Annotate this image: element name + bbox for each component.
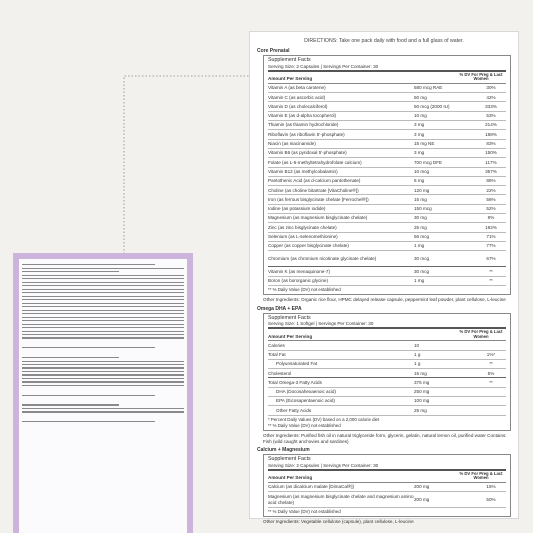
serving-size: Serving Size: 1 Softgel | Servings Per Container: 30: [268, 321, 506, 330]
nutrient-amount: 250 mg: [414, 389, 430, 395]
nutrient-row: [268, 388, 506, 397]
nutrient-row: [268, 168, 506, 177]
nutrient-name: Vitamin B6 (as pyridoxal 5'-phosphate): [268, 150, 347, 156]
daily-value-header: % DV For Preg & Lact Women: [459, 471, 503, 481]
nutrient-dv: 77%: [486, 243, 496, 249]
nutrient-row: [268, 369, 506, 378]
thumbnail-text-line: [22, 317, 184, 318]
other-ingredients: Other Ingredients: Vegetable cellulose (capsule), plant cellulose, L-leucine: [263, 519, 414, 525]
nutrient-name: Zinc (as zinc bisglycinate chelate): [268, 224, 337, 230]
nutrient-name: Vitamin D (as cholecalciferol): [268, 103, 328, 109]
nutrient-amount: 120 mg: [414, 187, 430, 193]
serving-size: Serving Size: 2 Capsules | Servings Per Container: 30: [268, 463, 506, 472]
nutrient-row: [268, 492, 506, 508]
nutrient-name: Other Fatty Acids: [276, 407, 312, 413]
nutrient-name: Polyunsaturated Fat: [276, 361, 318, 367]
nutrient-amount: 100 mg: [414, 398, 430, 404]
thumbnail-text-line: [22, 313, 184, 314]
nutrient-row: [268, 360, 506, 369]
nutrient-amount: 150 mcg: [414, 206, 432, 212]
nutrient-name: Folate (as L-5-methyltetrahydrofolate calcium): [268, 159, 362, 165]
facts-title: Supplement Facts: [268, 57, 311, 64]
nutrient-amount: 700 mcg DFE: [414, 159, 443, 165]
nutrient-name: Vitamin A (as beta carotene): [268, 85, 326, 91]
section-title: Omega DHA + EPA: [257, 305, 302, 312]
footnote: ** % Daily Value (DV) not established: [268, 422, 341, 428]
nutrient-name: Choline (as choline bitartrate [VitaCholine®]): [268, 187, 359, 193]
thumbnail-text-line: [22, 385, 184, 386]
nutrient-dv: 192%: [485, 224, 497, 230]
nutrient-amount: 56 mcg: [414, 234, 430, 240]
thumbnail-text-line: [22, 268, 184, 269]
nutrient-amount: 50 mg: [414, 94, 427, 100]
nutrient-dv: 22%: [486, 187, 496, 193]
nutrient-row: [268, 378, 506, 387]
nutrient-amount: 3 mg: [414, 122, 425, 128]
nutrient-amount: 3 mg: [414, 150, 425, 156]
nutrient-dv: 117%: [485, 159, 497, 165]
nutrient-dv: **: [489, 361, 493, 367]
nutrient-name: Magnesium (as magnesium bisglycinate chelate and magnesium amino acid chelate): [268, 494, 414, 505]
directions-text: DIRECTIONS: Take one pack daily with food and a full glass of water.: [304, 38, 464, 44]
nutrient-dv: **: [489, 268, 493, 274]
nutrient-dv: 30%: [486, 85, 496, 91]
nutrient-amount: 200 mg: [414, 484, 430, 490]
footnote: ** % Daily Value (DV) not established: [268, 286, 341, 292]
thumbnail-text-line: [22, 404, 119, 405]
nutrient-dv: 150%: [485, 150, 497, 156]
nutrient-dv: 86%: [486, 178, 496, 184]
thumbnail-gap: [22, 341, 184, 345]
nutrient-row: [268, 242, 506, 251]
thumbnail-text-line: [22, 411, 184, 412]
nutrient-dv: **: [489, 277, 493, 283]
nutrient-dv: 214%: [485, 122, 497, 128]
nutrient-dv: 53%: [486, 113, 496, 119]
other-ingredients: Other Ingredients: Organic rice flour, HPMC delayed release capsule, peppermint leaf powder, plant cellulose, L-leucine: [263, 297, 506, 303]
nutrient-name: Chromium (as chromium nicotinate glycinate chelate): [268, 255, 377, 261]
thumbnail-text-line: [22, 357, 119, 358]
thumbnail-text-line: [22, 378, 184, 379]
nutrient-amount: 6 mg: [414, 178, 425, 184]
nutrient-name: Thiamin (as thiamin hydrochloride): [268, 122, 339, 128]
thumbnail-text-line: [22, 282, 184, 283]
thumbnail-text-line: [22, 320, 184, 321]
nutrient-dv: 52%: [486, 206, 496, 212]
nutrient-amount: 375 mg: [414, 379, 430, 385]
section-title: Core Prenatal: [257, 48, 290, 55]
nutrient-row: [268, 121, 506, 130]
nutrient-amount: 25 mg: [414, 407, 427, 413]
facts-title: Supplement Facts: [268, 314, 311, 321]
thumbnail-text-line: [22, 306, 184, 307]
nutrient-amount: 1 g: [414, 361, 421, 367]
thumbnail-text-line: [22, 310, 184, 311]
footnote: * Percent Daily Values (DV) based on a 2,000 calorie diet: [268, 416, 380, 422]
nutrient-dv: 67%: [486, 255, 496, 261]
thumbnail-text-line: [22, 371, 184, 372]
nutrient-amount: 15 mg NE: [414, 141, 435, 147]
nutrient-amount: 30 mcg: [414, 268, 430, 274]
nutrient-amount: 1 g: [414, 351, 421, 357]
thumbnail-text-line: [22, 408, 184, 409]
nutrient-row: [268, 186, 506, 195]
nutrient-dv: **: [489, 379, 493, 385]
nutrient-name: Total Omega-3 Fatty Acids: [268, 379, 322, 385]
thumbnail-gap: [22, 398, 184, 402]
nutrient-row: [268, 140, 506, 149]
nutrient-name: Magnesium (as magnesium bisglycinate chelate): [268, 215, 368, 221]
nutrient-amount: 10: [414, 342, 420, 348]
thumbnail-text-line: [22, 327, 184, 328]
thumbnail-text-line: [22, 289, 184, 290]
nutrient-row: [268, 351, 506, 360]
nutrient-amount: 15 mg: [414, 370, 427, 376]
supplement-facts-box: [263, 55, 511, 295]
nutrient-name: Calories: [268, 342, 285, 348]
nutrient-amount: 30 mcg: [414, 255, 430, 261]
nutrient-name: Vitamin K (as menaquinone-7): [268, 268, 330, 274]
nutrient-name: Vitamin B12 (as methylcobalamin): [268, 168, 338, 174]
nutrient-row: [268, 223, 506, 232]
nutrient-row: [268, 233, 506, 242]
facts-header: [268, 73, 506, 84]
thumbnail-text-line: [22, 275, 184, 276]
nutrient-name: Vitamin C (as ascorbic acid): [268, 94, 326, 100]
thumbnail-text-line: [22, 421, 155, 422]
supplement-facts-box: [263, 313, 511, 432]
nutrient-dv: 357%: [485, 168, 497, 174]
thumbnail-text-line: [22, 285, 184, 286]
supplement-facts-box: [263, 454, 511, 517]
nutrient-row: [268, 112, 506, 121]
facts-header: [268, 472, 506, 483]
nutrient-name: Iodine (as potassium iodide): [268, 206, 326, 212]
nutrient-amount: 580 mcg RAE: [414, 85, 443, 91]
thumbnail-label-sheet: [19, 259, 187, 533]
thumbnail-text-line: [22, 278, 184, 279]
nutrient-amount: 10 mg: [414, 113, 427, 119]
nutrient-row: [268, 397, 506, 406]
amount-per-serving-header: Amount Per Serving: [268, 76, 313, 82]
nutrient-name: Calcium (as dicalcium malate [DimaCal®]): [268, 484, 355, 490]
thumbnail-text-line: [22, 347, 155, 348]
amount-per-serving-header: Amount Per Serving: [268, 475, 313, 481]
label-thumbnail: [13, 253, 193, 533]
thumbnail-gap: [22, 351, 184, 355]
thumbnail-text-line: [22, 364, 184, 365]
nutrient-row: [268, 130, 506, 139]
thumbnail-text-line: [22, 271, 119, 272]
nutrient-row: [268, 214, 506, 223]
nutrient-name: Cholesterol: [268, 370, 292, 376]
nutrient-amount: 3 mg: [414, 131, 425, 137]
nutrient-row: [268, 483, 506, 492]
facts-title: Supplement Facts: [268, 456, 311, 463]
section-title: Calcium + Magnesium: [257, 447, 310, 454]
nutrient-dv: 8%: [487, 215, 495, 221]
thumbnail-text-line: [22, 381, 184, 382]
serving-size: Serving Size: 2 Capsules | Servings Per Container: 30: [268, 64, 506, 73]
nutrient-row: [268, 341, 506, 350]
thumbnail-text-line: [22, 299, 184, 300]
supplement-sections: [257, 48, 511, 525]
nutrient-dv: 188%: [485, 131, 497, 137]
thumbnail-text-line: [22, 324, 184, 325]
nutrient-dv: 50%: [486, 496, 496, 502]
nutrient-name: Iron (as ferrous bisglycinate chelate [Ferrochel®]): [268, 196, 369, 202]
nutrient-name: Copper (as copper bisglycinate chelate): [268, 243, 349, 249]
nutrient-name: Total Fat: [268, 351, 286, 357]
nutrient-row: [268, 102, 506, 111]
nutrient-row: [268, 277, 506, 286]
nutrient-amount: 200 mg: [414, 496, 430, 502]
thumbnail-text-line: [22, 296, 184, 297]
thumbnail-text-line: [22, 264, 155, 265]
nutrient-name: Boron (as bororganic glycine): [268, 277, 329, 283]
nutrient-dv: 333%: [485, 103, 497, 109]
thumbnail-text-line: [22, 361, 184, 362]
thumbnail-text-line: [22, 303, 184, 304]
nutrient-name: DHA (Docosahexaenoic acid): [276, 389, 337, 395]
nutrient-name: Selenium (as L-selenomethionine): [268, 234, 338, 240]
nutrient-amount: 25 mg: [414, 224, 427, 230]
nutrient-dv: 56%: [486, 196, 496, 202]
thumbnail-text-line: [22, 337, 184, 338]
zoomed-label-panel: [249, 31, 519, 525]
nutrient-row: [268, 158, 506, 167]
nutrient-name: Vitamin E (as d-alpha tocopherol): [268, 113, 337, 119]
daily-value-header: % DV For Preg & Lact Women: [459, 329, 503, 339]
thumbnail-text-line: [22, 334, 184, 335]
facts-header: [268, 330, 506, 341]
nutrient-amount: 50 mcg (2000 IU): [414, 103, 450, 109]
nutrient-amount: 30 mg: [414, 215, 427, 221]
nutrient-dv: 1%*: [486, 351, 496, 357]
nutrient-row: [268, 267, 506, 276]
nutrient-name: Niacin (as niacinamide): [268, 141, 316, 147]
thumbnail-gap: [22, 415, 184, 419]
other-ingredients: Other Ingredients: Purified fish oil in natural triglyceride form, glycerin, gelatin, natural lemon oil, purified water Contains: Fish (wild caught anchovies and sardines): [263, 433, 507, 444]
thumbnail-text-line: [22, 292, 184, 293]
footnote: ** % Daily Value (DV) not established: [268, 509, 341, 515]
nutrient-row: [268, 93, 506, 102]
nutrient-amount: 10 mcg: [414, 168, 430, 174]
nutrient-dv: 83%: [486, 141, 496, 147]
nutrient-name: Pantothenic Acid (as d-calcium pantothenate): [268, 178, 361, 184]
thumbnail-gap: [22, 388, 184, 392]
nutrient-row: [268, 406, 506, 415]
nutrient-row: [268, 177, 506, 186]
nutrient-row: [268, 84, 506, 93]
nutrient-dv: 5%: [487, 370, 495, 376]
thumbnail-text-line: [22, 367, 184, 368]
nutrient-dv: 71%: [486, 234, 496, 240]
nutrient-amount: 15 mg: [414, 196, 427, 202]
thumbnail-text-line: [22, 395, 155, 396]
nutrient-row: [268, 195, 506, 204]
amount-per-serving-header: Amount Per Serving: [268, 333, 313, 339]
thumbnail-text-line: [22, 331, 184, 332]
nutrient-row: [268, 149, 506, 158]
thumbnail-text-line: [22, 374, 184, 375]
nutrient-name: EPA (Eicosapentaenoic acid): [276, 398, 335, 404]
nutrient-row: [268, 205, 506, 214]
nutrient-amount: 1 mg: [414, 243, 425, 249]
nutrient-amount: 1 mg: [414, 277, 425, 283]
nutrient-dv: 15%: [486, 484, 496, 490]
nutrient-dv: 42%: [486, 94, 496, 100]
nutrient-row: [268, 251, 506, 267]
daily-value-header: % DV For Preg & Lact Women: [459, 72, 503, 82]
nutrient-name: Riboflavin (as riboflavin 5'-phosphate): [268, 131, 345, 137]
